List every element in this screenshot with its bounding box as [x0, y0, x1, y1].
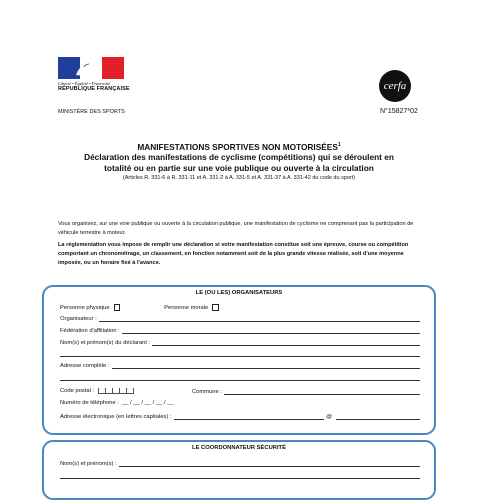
republique-francaise-logo	[58, 57, 130, 92]
physical-person-label: Personne physique	[60, 304, 110, 311]
declarant-row	[60, 339, 420, 346]
phone-field[interactable]: __ / __ / __ / __ / __	[121, 400, 174, 406]
person-type-row	[60, 304, 219, 311]
phone-label: Numéro de téléphone :	[60, 400, 119, 406]
phone-row	[60, 400, 174, 406]
title-line-1: MANIFESTATIONS SPORTIVES NON MOTORISÉES$^1$	[137, 142, 341, 152]
email-domain-field[interactable]	[336, 413, 420, 420]
articles-reference: (Articles R. 331-6 à R. 331-11 et A. 331-2 à A. 331-5 et A. 331-37 à A. 331-42 du code du sport)	[122, 175, 356, 181]
address-field-line-2[interactable]	[60, 380, 420, 381]
intro-paragraph: Vous organisez, sur une voie publique ou ouverte à la circulation publique, une manifestation de cyclisme ne comprenant pas la participation de véhicule terrestre à moteur.	[58, 221, 414, 236]
postal-code-label: Code postal :	[60, 388, 95, 394]
federation-row	[60, 327, 420, 334]
security-name-label: Nom(s) et prénom(s) :	[60, 461, 117, 467]
legal-person-label: Personne morale	[164, 304, 209, 311]
address-row	[60, 362, 420, 369]
organizer-row	[60, 315, 420, 322]
declarant-label: Nom(s) et prénom(s) du déclarant :	[60, 340, 151, 346]
address-label: Adresse complète :	[60, 363, 110, 369]
address-field[interactable]	[112, 362, 420, 369]
marianne-flag-icon	[58, 57, 124, 79]
email-user-field[interactable]	[174, 413, 325, 420]
form-title	[40, 142, 438, 181]
title-line-3: totalité ou en partie sur une voie publique ou ouverte à la circulation	[104, 163, 374, 173]
postal-row	[60, 388, 134, 394]
commune-row	[192, 388, 420, 395]
security-section	[42, 440, 436, 500]
cerfa-number: N°15827*02	[380, 108, 418, 115]
physical-person-checkbox[interactable]	[114, 304, 121, 311]
organizer-field[interactable]	[99, 315, 420, 322]
federation-label: Fédération d'affiliation :	[60, 328, 120, 334]
cerfa-logo-text: cerfa	[383, 80, 407, 92]
commune-label: Commune :	[192, 389, 222, 395]
security-name-field[interactable]	[119, 460, 420, 467]
republic-text: RÉPUBLIQUE FRANÇAISE	[58, 86, 130, 92]
organizer-label: Organisateur :	[60, 316, 97, 322]
declarant-field[interactable]	[152, 339, 420, 346]
cerfa-logo	[379, 70, 411, 102]
ministry-name: MINISTÈRE DES SPORTS	[58, 109, 125, 115]
regulation-paragraph: La réglementation vous impose de remplir une déclaration si votre manifestation constitue soit une épreuve, course ou compétition comportant un chronométrage, un classement, en fonction notamment soit de la plus grande vitesse réalisée, soit d'une moyenne imposée, ou un horaire fixé à l'avance.	[58, 242, 409, 266]
organizers-section-title: LE (OU LES) ORGANISATEURS	[195, 290, 283, 296]
motto-text: Liberté • Égalité • Fraternité	[58, 81, 111, 86]
organizers-section	[42, 285, 436, 435]
title-line-2: Déclaration des manifestations de cyclisme (compétitions) qui se déroulent en	[84, 152, 394, 162]
footnote-marker: 1	[337, 142, 341, 149]
email-label: Adresse électronique (en lettres capitales) :	[60, 414, 172, 420]
legal-person-checkbox[interactable]	[212, 304, 219, 311]
email-row	[60, 413, 420, 420]
postal-code-field[interactable]	[98, 388, 134, 394]
security-name-field-line-2[interactable]	[60, 478, 420, 479]
email-at-sign: @	[326, 414, 332, 420]
declarant-field-line-2[interactable]	[60, 356, 420, 357]
security-section-title: LE COORDONNATEUR SÉCURITÉ	[192, 445, 286, 451]
federation-field[interactable]	[122, 327, 420, 334]
security-name-row	[60, 460, 420, 467]
commune-field[interactable]	[224, 388, 420, 395]
